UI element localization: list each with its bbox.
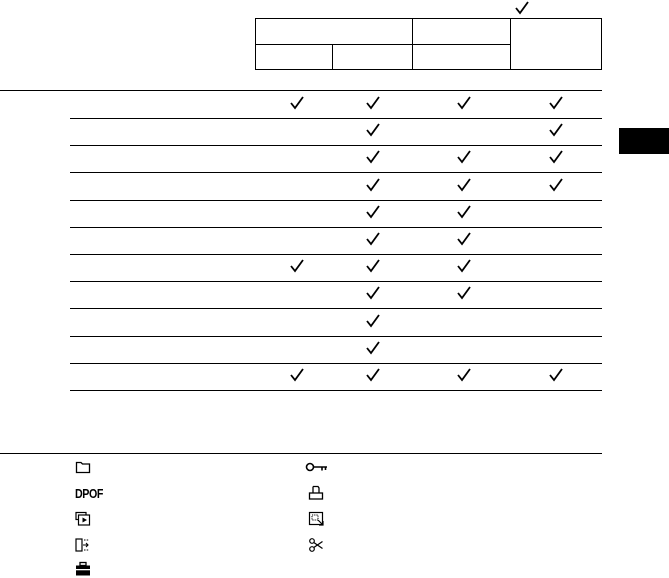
check-mark-icon [549, 178, 563, 192]
check-mark-icon [366, 368, 380, 382]
table-row-separator [70, 118, 602, 119]
table-row-separator [70, 200, 602, 201]
check-mark-icon [366, 178, 380, 192]
check-mark-icon [549, 150, 563, 164]
check-mark-icon [290, 96, 304, 110]
table-row-separator [70, 336, 602, 337]
legend-check-icon [515, 1, 529, 15]
table-row-separator [70, 281, 602, 282]
table-row-separator [70, 227, 602, 228]
check-mark-icon [457, 286, 471, 300]
printer-icon [308, 485, 324, 501]
check-mark-icon [549, 368, 563, 382]
table-row-separator [70, 363, 602, 364]
check-mark-icon [457, 178, 471, 192]
check-mark-icon [457, 232, 471, 246]
check-mark-icon [366, 232, 380, 246]
table-top-rule [0, 90, 602, 91]
check-mark-icon [549, 123, 563, 137]
check-mark-icon [290, 259, 304, 273]
check-mark-icon [366, 96, 380, 110]
check-mark-icon [457, 150, 471, 164]
check-mark-icon [366, 123, 380, 137]
check-mark-icon [457, 259, 471, 273]
check-mark-icon [366, 150, 380, 164]
check-mark-icon [366, 314, 380, 328]
table-row-separator [70, 172, 602, 173]
slideshow-icon [75, 511, 91, 527]
table-row-separator [70, 254, 602, 255]
key-icon [305, 459, 329, 475]
crop-icon [308, 511, 324, 527]
check-mark-icon [366, 286, 380, 300]
check-mark-icon [290, 368, 304, 382]
check-mark-icon [366, 341, 380, 355]
icons-legend-rule [0, 453, 602, 454]
table-row-separator [70, 145, 602, 146]
scissors-icon [308, 537, 324, 553]
section-side-tab [619, 128, 669, 154]
folder-icon [75, 459, 91, 475]
table-row-separator [70, 390, 602, 391]
check-mark-icon [549, 96, 563, 110]
table-row-separator [70, 308, 602, 309]
resize-icon [75, 537, 91, 553]
check-mark-icon [457, 368, 471, 382]
check-mark-icon [366, 259, 380, 273]
check-mark-icon [457, 205, 471, 219]
check-mark-icon [457, 96, 471, 110]
toolbox-icon [75, 561, 91, 577]
dpof-icon: DPOF [75, 486, 103, 501]
check-mark-icon [366, 205, 380, 219]
